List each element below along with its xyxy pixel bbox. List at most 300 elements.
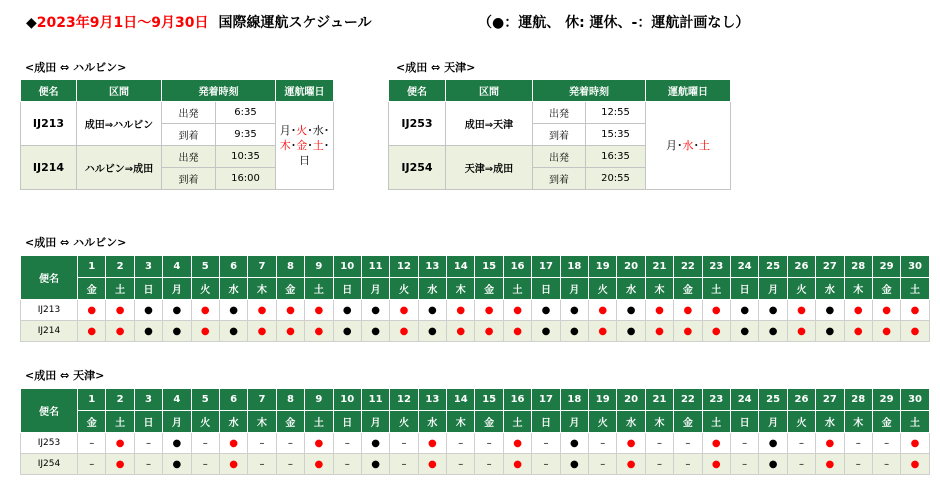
calendar-body: [21, 389, 930, 475]
weekday: 木: [248, 411, 276, 433]
day-separator: ･: [290, 124, 297, 137]
weekday: 金: [475, 278, 503, 300]
weekday: 水: [816, 278, 844, 300]
weekday: 日: [134, 411, 162, 433]
weekday: 木: [248, 278, 276, 300]
weekday: 日: [730, 411, 758, 433]
operating-mark: ●: [276, 321, 304, 342]
date-number: 21: [645, 389, 673, 411]
operating-mark: ●: [305, 321, 333, 342]
weekday: 日: [532, 278, 560, 300]
weekday-row: [21, 278, 930, 300]
date-number: 22: [674, 256, 702, 278]
day-separator: ･: [693, 139, 699, 152]
weekday: 土: [503, 411, 531, 433]
leg-type: 到着: [533, 124, 586, 146]
flight-number-header: 便名: [21, 389, 78, 433]
schedule-title: 国際線運航スケジュール: [218, 15, 372, 31]
no-service-mark: –: [844, 433, 872, 454]
flight-number: IJ213: [21, 300, 78, 321]
operating-mark: ●: [163, 454, 191, 475]
calendar-row: [21, 321, 930, 342]
weekday: 日: [134, 278, 162, 300]
date-number: 29: [872, 389, 900, 411]
leg-type: 出発: [533, 102, 586, 124]
operating-mark: ●: [361, 321, 389, 342]
operating-mark: ●: [191, 300, 219, 321]
weekday: 火: [390, 278, 418, 300]
weekday: 火: [589, 411, 617, 433]
date-number: 3: [134, 256, 162, 278]
operating-mark: ●: [589, 300, 617, 321]
section-label-harbin: <成田 ⇔ ハルビン>: [25, 61, 127, 74]
date-number: 4: [163, 256, 191, 278]
weekday: 金: [674, 411, 702, 433]
day-separator: ･: [323, 139, 330, 152]
no-service-mark: –: [78, 433, 106, 454]
date-number: 25: [759, 389, 787, 411]
weekday: 火: [191, 411, 219, 433]
weekday-label: 月: [279, 124, 291, 137]
operating-mark: ●: [759, 433, 787, 454]
date-number: 21: [645, 256, 673, 278]
no-service-mark: –: [78, 454, 106, 475]
weekday: 金: [276, 411, 304, 433]
operating-mark: ●: [872, 321, 900, 342]
date-number: 8: [276, 256, 304, 278]
operating-mark: ●: [787, 321, 815, 342]
flight-number-header: 便名: [21, 80, 77, 102]
weekday: 木: [844, 411, 872, 433]
operating-mark: ●: [219, 300, 247, 321]
weekday: 土: [702, 411, 730, 433]
operating-mark: ●: [872, 300, 900, 321]
operating-mark: ●: [617, 433, 645, 454]
operating-mark: ●: [702, 433, 730, 454]
table-row: [389, 102, 731, 124]
weekday: 水: [617, 278, 645, 300]
weekday: 日: [730, 278, 758, 300]
flight-number: IJ253: [389, 102, 446, 146]
weekday: 土: [106, 411, 134, 433]
operating-mark: ●: [560, 300, 588, 321]
operating-mark: ●: [674, 321, 702, 342]
day-separator: ･: [307, 124, 313, 137]
date-number: 18: [560, 256, 588, 278]
weekday: 木: [844, 278, 872, 300]
time-header: 発着時刻: [533, 80, 646, 102]
weekday: 火: [787, 411, 815, 433]
date-number-row: [21, 389, 930, 411]
operating-mark: ●: [759, 321, 787, 342]
weekday: 土: [305, 411, 333, 433]
operating-mark: ●: [390, 300, 418, 321]
date-number: 23: [702, 256, 730, 278]
operating-mark: ●: [475, 321, 503, 342]
weekday-row: [21, 411, 930, 433]
weekday: 金: [276, 278, 304, 300]
table-row: [21, 102, 334, 124]
date-number: 8: [276, 389, 304, 411]
operating-mark: ●: [106, 300, 134, 321]
date-number: 5: [191, 256, 219, 278]
operating-mark: ●: [901, 321, 929, 342]
day-separator: ･: [307, 139, 313, 152]
operating-mark: ●: [901, 454, 929, 475]
flight-number: IJ253: [21, 433, 78, 454]
date-number: 12: [390, 256, 418, 278]
day-separator: ･: [290, 139, 297, 152]
leg-time: 15:35: [586, 124, 646, 146]
route-table-body: [389, 80, 731, 190]
operating-mark: ●: [191, 321, 219, 342]
date-number: 7: [248, 389, 276, 411]
weekday: 水: [418, 278, 446, 300]
operating-mark: ●: [759, 454, 787, 475]
operating-mark: ●: [219, 454, 247, 475]
operating-mark: ●: [503, 321, 531, 342]
date-number: 16: [503, 389, 531, 411]
symbol-legend: （●：運航、 休: 運休、-：運航計画なし）: [478, 15, 750, 31]
weekday: 月: [361, 278, 389, 300]
weekday-label: 火: [296, 124, 308, 137]
operating-mark: ●: [674, 300, 702, 321]
date-number: 20: [617, 256, 645, 278]
operating-mark: ●: [418, 454, 446, 475]
operating-mark: ●: [702, 300, 730, 321]
weekday: 火: [191, 278, 219, 300]
date-number: 24: [730, 256, 758, 278]
operating-mark: ●: [333, 300, 361, 321]
weekday: 月: [163, 411, 191, 433]
weekday: 火: [787, 278, 815, 300]
date-number: 12: [390, 389, 418, 411]
weekday-label: 金: [296, 139, 308, 152]
date-number: 29: [872, 256, 900, 278]
no-service-mark: –: [532, 454, 560, 475]
operating-mark: ●: [447, 321, 475, 342]
operating-days-line: [646, 138, 730, 153]
weekday: 金: [78, 278, 106, 300]
operating-mark: ●: [844, 300, 872, 321]
no-service-mark: –: [730, 433, 758, 454]
operating-mark: ●: [702, 321, 730, 342]
weekday: 木: [645, 411, 673, 433]
weekday: 月: [759, 411, 787, 433]
no-service-mark: –: [191, 454, 219, 475]
operating-mark: ●: [532, 321, 560, 342]
operating-mark: ●: [163, 321, 191, 342]
flight-number-header: 便名: [389, 80, 446, 102]
weekday-label: 日: [299, 154, 310, 167]
weekday: 火: [589, 278, 617, 300]
date-number: 26: [787, 389, 815, 411]
weekday-label: 土: [699, 139, 710, 152]
no-service-mark: –: [589, 433, 617, 454]
no-service-mark: –: [276, 433, 304, 454]
date-number: 19: [589, 256, 617, 278]
operating-mark: ●: [106, 433, 134, 454]
leg-type: 到着: [162, 168, 216, 190]
no-service-mark: –: [447, 433, 475, 454]
leg-type: 出発: [533, 146, 586, 168]
weekday: 水: [617, 411, 645, 433]
flight-number: IJ213: [21, 102, 77, 146]
table-header-row: [21, 80, 334, 102]
date-number: 14: [447, 389, 475, 411]
route-name: 成田⇒天津: [446, 102, 533, 146]
date-number: 17: [532, 256, 560, 278]
date-number: 13: [418, 389, 446, 411]
no-service-mark: –: [475, 433, 503, 454]
leg-time: 16:35: [586, 146, 646, 168]
operating-mark: ●: [702, 454, 730, 475]
date-number: 23: [702, 389, 730, 411]
weekday-label: 土: [312, 139, 324, 152]
date-number: 9: [305, 256, 333, 278]
date-number: 25: [759, 256, 787, 278]
operating-mark: ●: [816, 300, 844, 321]
date-number: 22: [674, 389, 702, 411]
operating-mark: ●: [816, 454, 844, 475]
weekday: 月: [560, 278, 588, 300]
date-number: 28: [844, 389, 872, 411]
weekday: 月: [759, 278, 787, 300]
route-name: ハルビン⇒成田: [77, 146, 162, 190]
operating-mark: ●: [361, 300, 389, 321]
weekday: 木: [645, 278, 673, 300]
operating-mark: ●: [361, 433, 389, 454]
date-number: 9: [305, 389, 333, 411]
operating-mark: ●: [219, 433, 247, 454]
table-header-row: [389, 80, 731, 102]
operating-mark: ●: [134, 321, 162, 342]
date-number: 10: [333, 256, 361, 278]
operating-mark: ●: [730, 300, 758, 321]
operating-mark: ●: [532, 300, 560, 321]
operating-mark: ●: [560, 321, 588, 342]
operating-mark: ●: [305, 454, 333, 475]
no-service-mark: –: [787, 454, 815, 475]
date-number: 14: [447, 256, 475, 278]
leg-type: 到着: [162, 124, 216, 146]
operating-mark: ●: [333, 321, 361, 342]
weekday: 月: [361, 411, 389, 433]
operating-mark: ●: [560, 454, 588, 475]
leg-time: 12:55: [586, 102, 646, 124]
date-number: 28: [844, 256, 872, 278]
no-service-mark: –: [390, 433, 418, 454]
weekday: 水: [418, 411, 446, 433]
date-number: 2: [106, 256, 134, 278]
leg-time: 9:35: [216, 124, 276, 146]
weekday-label: 木: [279, 139, 291, 152]
operating-mark: ●: [134, 300, 162, 321]
date-number: 26: [787, 256, 815, 278]
no-service-mark: –: [333, 454, 361, 475]
flight-number: IJ254: [389, 146, 446, 190]
operating-mark: ●: [787, 300, 815, 321]
operating-mark: ●: [78, 300, 106, 321]
weekday: 月: [163, 278, 191, 300]
weekday: 水: [219, 278, 247, 300]
no-service-mark: –: [674, 454, 702, 475]
no-service-mark: –: [390, 454, 418, 475]
operating-days-line: [276, 138, 333, 153]
date-range: 2023年9月1日～9月30日: [36, 15, 209, 31]
operating-mark: ●: [106, 454, 134, 475]
no-service-mark: –: [844, 454, 872, 475]
flight-number-header: 便名: [21, 256, 78, 300]
calendar-label-harbin: <成田 ⇔ ハルビン>: [25, 236, 127, 249]
operating-mark: ●: [645, 300, 673, 321]
weekday: 金: [872, 278, 900, 300]
date-number: 1: [78, 389, 106, 411]
calendar-label-tianjin: <成田 ⇔ 天津>: [25, 369, 105, 382]
weekday: 土: [305, 278, 333, 300]
weekday: 水: [219, 411, 247, 433]
day-separator: ･: [677, 139, 683, 152]
operating-mark: ●: [390, 321, 418, 342]
operating-mark: ●: [305, 300, 333, 321]
date-number: 18: [560, 389, 588, 411]
no-service-mark: –: [447, 454, 475, 475]
operating-mark: ●: [163, 433, 191, 454]
route-name: 天津⇒成田: [446, 146, 533, 190]
date-number: 4: [163, 389, 191, 411]
operating-mark: ●: [276, 300, 304, 321]
weekday-label: 水: [682, 139, 694, 152]
operating-mark: ●: [759, 300, 787, 321]
leg-time: 10:35: [216, 146, 276, 168]
date-number: 7: [248, 256, 276, 278]
operating-mark: ●: [730, 321, 758, 342]
date-number: 1: [78, 256, 106, 278]
operating-mark: ●: [844, 321, 872, 342]
operating-mark: ●: [447, 300, 475, 321]
weekday: 金: [674, 278, 702, 300]
no-service-mark: –: [645, 454, 673, 475]
date-number: 6: [219, 256, 247, 278]
operating-mark: ●: [816, 433, 844, 454]
no-service-mark: –: [248, 433, 276, 454]
operating-mark: ●: [617, 321, 645, 342]
no-service-mark: –: [134, 454, 162, 475]
operating-mark: ●: [248, 300, 276, 321]
flight-number: IJ214: [21, 321, 78, 342]
no-service-mark: –: [248, 454, 276, 475]
flight-number: IJ254: [21, 454, 78, 475]
operating-mark: ●: [248, 321, 276, 342]
no-service-mark: –: [872, 454, 900, 475]
diamond-icon: ◆: [26, 15, 37, 31]
operating-mark: ●: [361, 454, 389, 475]
operating-mark: ●: [503, 300, 531, 321]
no-service-mark: –: [134, 433, 162, 454]
no-service-mark: –: [532, 433, 560, 454]
operating-mark: ●: [901, 433, 929, 454]
date-number: 10: [333, 389, 361, 411]
operating-mark: ●: [418, 300, 446, 321]
weekday: 金: [78, 411, 106, 433]
date-number: 15: [475, 256, 503, 278]
operating-mark: ●: [617, 454, 645, 475]
operating-mark: ●: [503, 433, 531, 454]
flight-number: IJ214: [21, 146, 77, 190]
date-number: 15: [475, 389, 503, 411]
date-number: 19: [589, 389, 617, 411]
day-separator: ･: [323, 124, 330, 137]
operating-mark: ●: [78, 321, 106, 342]
date-number: 2: [106, 389, 134, 411]
weekday: 火: [390, 411, 418, 433]
operating-mark: ●: [645, 321, 673, 342]
date-number: 3: [134, 389, 162, 411]
weekday: 土: [901, 278, 929, 300]
tianjin-route-table: [388, 79, 731, 190]
date-number: 27: [816, 256, 844, 278]
no-service-mark: –: [787, 433, 815, 454]
date-number: 20: [617, 389, 645, 411]
operating-mark: ●: [901, 300, 929, 321]
date-number: 13: [418, 256, 446, 278]
operating-mark: ●: [617, 300, 645, 321]
route-table-body: [21, 80, 334, 190]
weekday-label: 水: [312, 124, 324, 137]
tianjin-calendar-table: [20, 388, 930, 475]
weekday-label: 月: [666, 139, 677, 152]
operating-mark: ●: [589, 321, 617, 342]
leg-type: 出発: [162, 146, 216, 168]
operating-mark: ●: [106, 321, 134, 342]
harbin-calendar-table: [20, 255, 930, 342]
date-number: 11: [361, 256, 389, 278]
no-service-mark: –: [589, 454, 617, 475]
no-service-mark: –: [333, 433, 361, 454]
weekday: 日: [333, 411, 361, 433]
page-title: [26, 14, 372, 32]
no-service-mark: –: [730, 454, 758, 475]
operating-days: [276, 102, 334, 190]
operating-mark: ●: [560, 433, 588, 454]
operating-mark: ●: [475, 300, 503, 321]
leg-type: 到着: [533, 168, 586, 190]
date-number: 11: [361, 389, 389, 411]
weekday: 土: [503, 278, 531, 300]
operating-days: [646, 102, 731, 190]
weekday: 土: [106, 278, 134, 300]
operating-mark: ●: [418, 321, 446, 342]
operating-mark: ●: [816, 321, 844, 342]
operating-mark: ●: [219, 321, 247, 342]
weekday: 日: [532, 411, 560, 433]
operating-mark: ●: [503, 454, 531, 475]
leg-time: 6:35: [216, 102, 276, 124]
no-service-mark: –: [276, 454, 304, 475]
no-service-mark: –: [645, 433, 673, 454]
operating-mark: ●: [305, 433, 333, 454]
weekday: 日: [333, 278, 361, 300]
weekday: 木: [447, 278, 475, 300]
no-service-mark: –: [475, 454, 503, 475]
weekday: 金: [475, 411, 503, 433]
leg-type: 出発: [162, 102, 216, 124]
no-service-mark: –: [872, 433, 900, 454]
weekday: 土: [901, 411, 929, 433]
no-service-mark: –: [191, 433, 219, 454]
time-header: 発着時刻: [162, 80, 276, 102]
date-number: 24: [730, 389, 758, 411]
